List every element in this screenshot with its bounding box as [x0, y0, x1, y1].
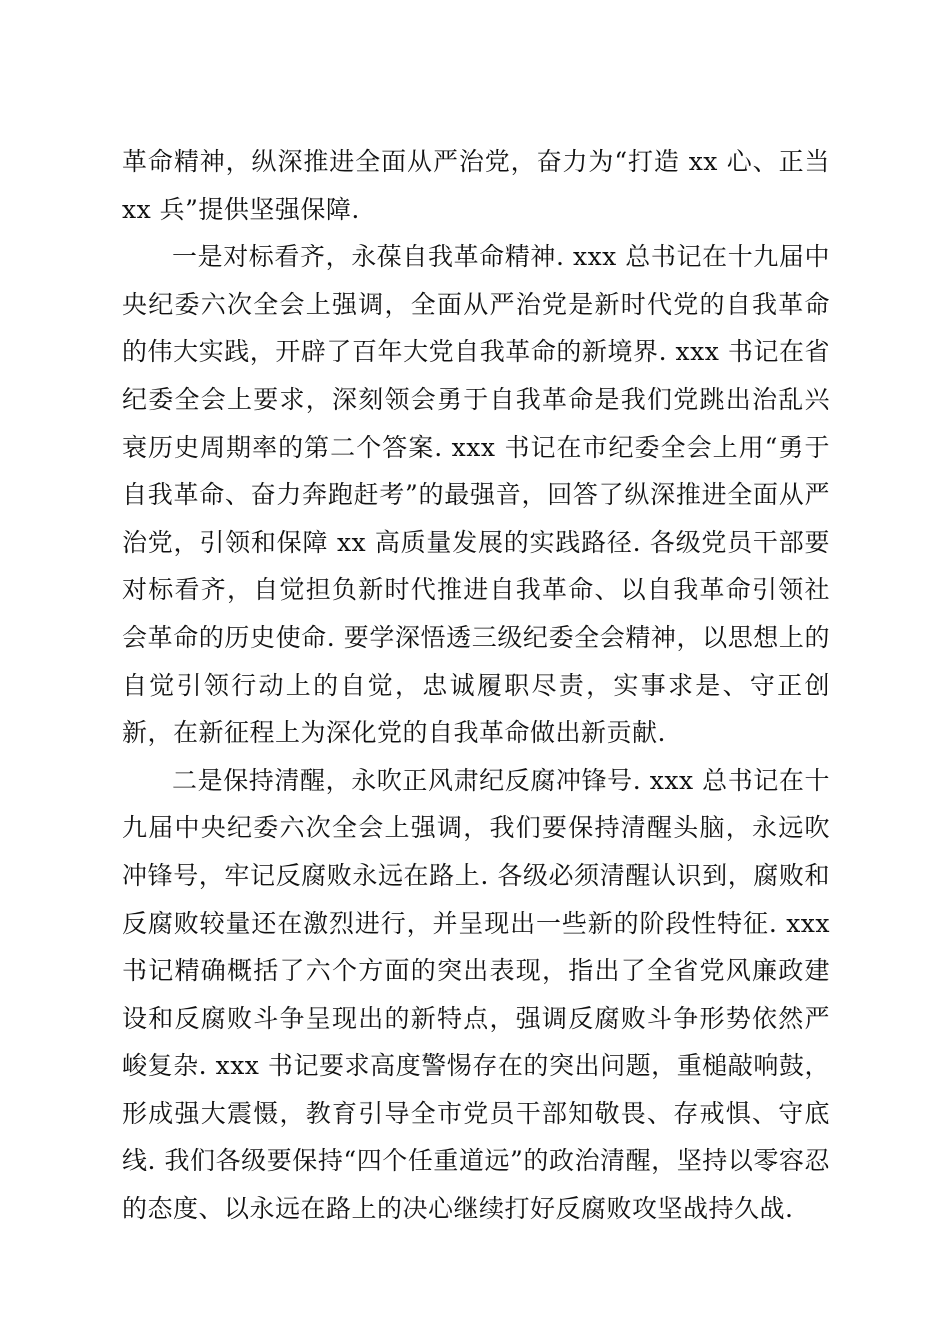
document-body	[122, 138, 830, 1233]
paragraph-point-two: 二是保持清醒，永吹正风肃纪反腐冲锋号. xxx 总书记在十九届中央纪委六次全会上强调，我们要保持清醒头脑，永远吹冲锋号，牢记反腐败永远在路上. 各级必须清醒认识到，腐败和反腐败较量还在激烈进行，并呈现出一些新的阶段性特征. xxx 书记精确概括了六个方面的突出表现，指出了全省党风廉政建设和反腐败斗争呈现出的新特点，强调反腐败斗争形势依然严峻复杂. xxx 书记要求高度警惕存在的突出问题，重槌敲响鼓，形成强大震慑，教育引导全市党员干部知敬畏、存戒惧、守底线. 我们各级要保持“四个任重道远”的政治清醒，坚持以零容忍的态度、以永远在路上的决心继续打好反腐败攻坚战持久战.	[122, 765, 830, 1224]
paragraph-intro-continuation: 革命精神，纵深推进全面从严治党，奋力为“打造 xx 心、正当 xx 兵”提供坚强保障.	[122, 147, 830, 224]
paragraph-point-one: 一是对标看齐，永葆自我革命精神. xxx 总书记在十九届中央纪委六次全会上强调，全面从严治党是新时代党的自我革命的伟大实践，开辟了百年大党自我革命的新境界. xxx 书记在省纪委全会上要求，深刻领会勇于自我革命是我们党跳出治乱兴衰历史周期率的第二个答案. xxx 书记在市纪委全会上用“勇于自我革命、奋力奔跑赶考”的最强音，回答了纵深推进全面从严治党，引领和保障 xx 高质量发展的实践路径. 各级党员干部要对标看齐，自觉担负新时代推进自我革命、以自我革命引领社会革命的历史使命. 要学深悟透三级纪委全会精神，以思想上的自觉引领行动上的自觉，忠诚履职尽责，实事求是、守正创新，在新征程上为深化党的自我革命做出新贡献.	[122, 242, 830, 748]
